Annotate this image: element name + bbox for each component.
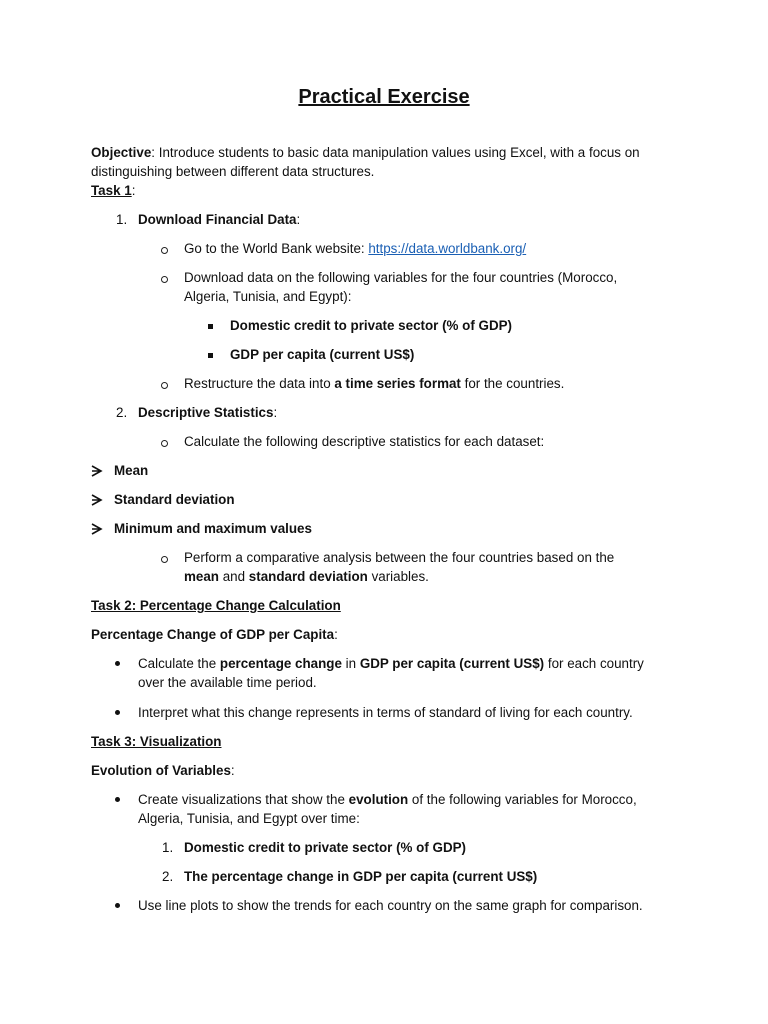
task3-subheading xyxy=(91,761,235,780)
square-bullet-icon xyxy=(208,353,213,358)
task2-bullet-1-line-2: over the available time period. xyxy=(138,675,317,690)
task3-item-1: Domestic credit to private sector (% of GDP) xyxy=(184,840,467,855)
arrow-bullet-icon xyxy=(91,494,103,506)
arrow-bullet-icon xyxy=(91,465,103,477)
task3-bullet-2: Use line plots to show the trends for each country on the same graph for comparison. xyxy=(138,898,643,913)
circle-bullet-icon xyxy=(161,382,168,389)
task2-b1-bold2: GDP per capita (current US$) xyxy=(359,656,545,671)
step1-bullet-3-post: for the countries. xyxy=(460,376,565,391)
task1-heading xyxy=(91,181,135,200)
task2-subheading xyxy=(91,625,338,644)
task3-item-2: The percentage change in GDP per capita (current US$) xyxy=(184,869,538,884)
step1-colon: : xyxy=(296,212,301,227)
step1-bullet-3-pre: Restructure the data into xyxy=(184,376,335,391)
task3-heading: Task 3: Visualization xyxy=(91,734,222,749)
stat-std: Standard deviation xyxy=(114,492,235,507)
circle-bullet-icon xyxy=(161,247,168,254)
step2-heading xyxy=(138,403,277,422)
step1-bullet-2-line-1: Download data on the following variables for the four countries (Morocco, xyxy=(184,270,618,285)
step1-bullet-1-text: Go to the World Bank website: xyxy=(184,241,369,256)
step1-bullet-1 xyxy=(184,239,526,258)
objective-line-2: distinguishing between different data structures. xyxy=(91,164,375,179)
task3-b1-bold: evolution xyxy=(348,792,409,807)
task2-b1-pre: Calculate the xyxy=(138,656,220,671)
step2-label: Descriptive Statistics xyxy=(138,405,274,420)
dot-bullet-icon xyxy=(115,797,120,802)
compare-line-1: Perform a comparative analysis between the four countries based on the xyxy=(184,550,615,565)
task1-colon: : xyxy=(131,183,136,198)
task2-bullet-1-line-1 xyxy=(138,654,644,673)
circle-bullet-icon xyxy=(161,276,168,283)
compare-line-2 xyxy=(184,567,429,586)
objective-line-1 xyxy=(91,143,640,162)
step1-label: Download Financial Data xyxy=(138,212,297,227)
stat-mean: Mean xyxy=(114,463,149,478)
compare-bold-mean: mean xyxy=(184,569,219,584)
dot-bullet-icon xyxy=(115,661,120,666)
dot-bullet-icon xyxy=(115,710,120,715)
task2-heading: Task 2: Percentage Change Calculation xyxy=(91,598,341,613)
step2-number: 2. xyxy=(116,405,128,420)
step1-bullet-3 xyxy=(184,374,564,393)
variable-2: GDP per capita (current US$) xyxy=(230,347,415,362)
task3-b1-post: of the following variables for Morocco, xyxy=(408,792,637,807)
step2-bullet-1: Calculate the following descriptive statistics for each dataset: xyxy=(184,434,545,449)
objective-text-1: : Introduce students to basic data manipulation values using Excel, with a focus on xyxy=(151,145,640,160)
step1-number: 1. xyxy=(116,212,128,227)
task3-sub-label: Evolution of Variables xyxy=(91,763,231,778)
square-bullet-icon xyxy=(208,324,213,329)
dot-bullet-icon xyxy=(115,903,120,908)
compare-and: and xyxy=(218,569,249,584)
step2-colon: : xyxy=(273,405,278,420)
task3-b1-pre: Create visualizations that show the xyxy=(138,792,349,807)
task2-sub-label: Percentage Change of GDP per Capita xyxy=(91,627,335,642)
step1-bullet-3-bold: a time series format xyxy=(334,376,461,391)
task2-sub-colon: : xyxy=(334,627,338,642)
task2-b1-mid: in xyxy=(341,656,360,671)
task3-sub-colon: : xyxy=(230,763,235,778)
variable-1: Domestic credit to private sector (% of GDP) xyxy=(230,318,513,333)
circle-bullet-icon xyxy=(161,440,168,447)
stat-minmax: Minimum and maximum values xyxy=(114,521,312,536)
compare-bold-std: standard deviation xyxy=(248,569,368,584)
page-title: Practical Exercise xyxy=(298,86,470,108)
task3-item-2-number: 2. xyxy=(162,869,174,884)
objective-label: Objective xyxy=(91,145,152,160)
step1-bullet-2-line-2: Algeria, Tunisia, and Egypt): xyxy=(184,289,352,304)
step1-heading xyxy=(138,210,300,229)
task3-item-1-number: 1. xyxy=(162,840,174,855)
task3-bullet-1-line-2: Algeria, Tunisia, and Egypt over time: xyxy=(138,811,360,826)
compare-post: variables. xyxy=(367,569,429,584)
arrow-bullet-icon xyxy=(91,523,103,535)
task3-bullet-1-line-1 xyxy=(138,790,637,809)
task2-b1-post: for each country xyxy=(544,656,644,671)
circle-bullet-icon xyxy=(161,556,168,563)
task2-bullet-2: Interpret what this change represents in terms of standard of living for each country. xyxy=(138,705,633,720)
task1-label: Task 1 xyxy=(91,183,132,198)
task2-b1-bold1: percentage change xyxy=(219,656,342,671)
worldbank-link[interactable]: https://data.worldbank.org/ xyxy=(368,241,527,256)
